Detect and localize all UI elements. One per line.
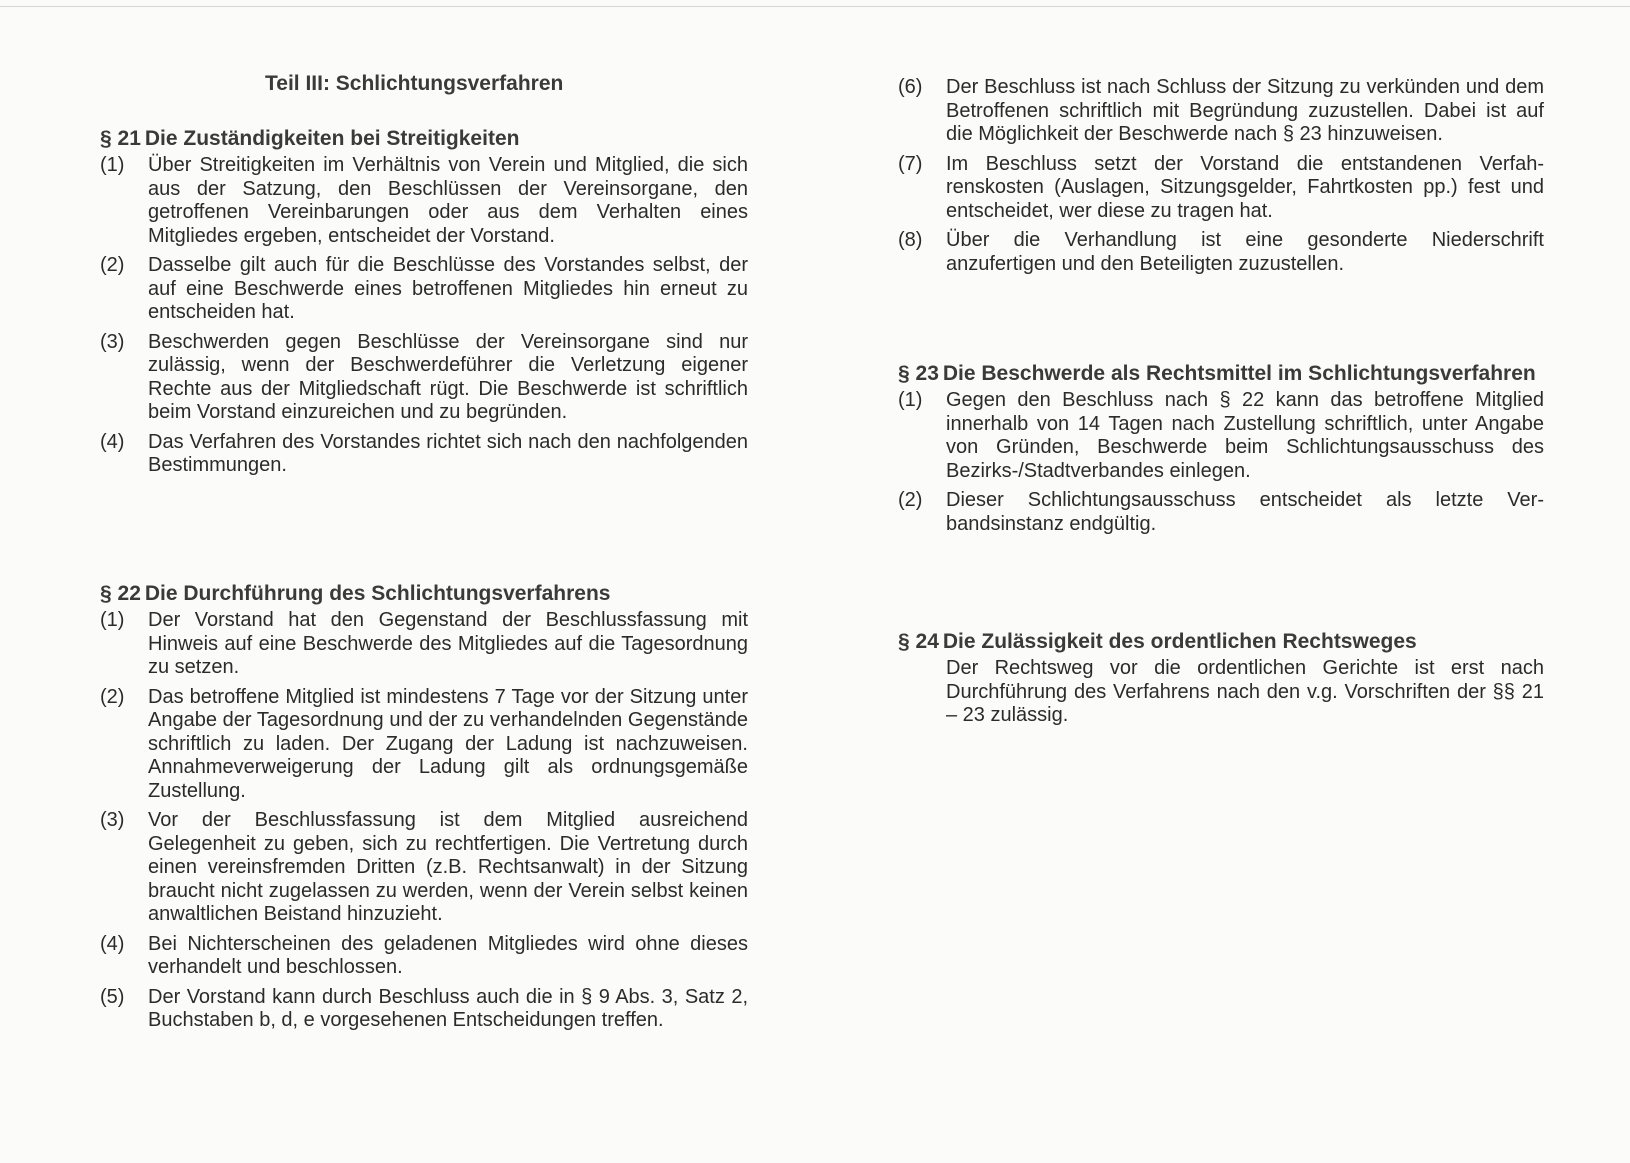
item-number: (1) (100, 154, 125, 176)
paragraph-item (100, 331, 748, 425)
item-text: Der Vorstand hat den Gegenstand der Beschlussfassung mit Hinweis auf eine Beschwerde des Mitgliedes auf die Tagesordnung zu setzen. (148, 609, 748, 678)
item-text: Dieser Schlichtungsausschuss entscheidet als letzte Verbandsinstanz endgültig. (946, 489, 1544, 535)
item-number: (7) (898, 152, 923, 175)
item-text: Im Beschluss setzt der Vorstand die entstandenen Verfahrenskosten (Auslagen, Sitzungsgelder, Fahrtkosten pp.) fest und entscheidet, wer diese zu tragen hat. (946, 152, 1544, 222)
item-text: Der Beschluss ist nach Schluss der Sitzung zu verkünden und dem Betroffenen schriftlich mit Begründung zuzustellen. Dabei ist auf die Möglichkeit der Beschwerde nach § 23 hinzuweisen. (946, 76, 1544, 145)
paragraph-item (898, 153, 1544, 224)
section-title: Die Zulässigkeit des ordentlichen Rechtsweges (942, 630, 1417, 653)
paragraph-item (100, 933, 748, 980)
section-22-continued (898, 76, 1544, 282)
paragraph-item (100, 809, 748, 927)
paragraph-item (898, 489, 1544, 536)
section-22-heading (100, 582, 748, 605)
item-number: (5) (100, 985, 125, 1008)
section-21 (100, 127, 748, 484)
item-number: (1) (898, 389, 923, 411)
paragraph-item (100, 986, 748, 1033)
item-text: Beschwerden gegen Beschlüsse der Vereinsorgane sind nur zulässig, wenn der Beschwerdeführer die Verletzung eigener Rechte aus der Mitgliedschaft rügt. Die Beschwerde ist schriftlich beim Vorstand einzureichen und zu begründen. (148, 330, 748, 423)
paragraph-item (100, 431, 748, 478)
item-number: (2) (898, 489, 923, 511)
section-24 (898, 630, 1544, 728)
section-23-heading (898, 362, 1544, 385)
item-number: (2) (100, 254, 125, 276)
section-number: § 23 (898, 362, 939, 385)
item-number: (6) (898, 76, 923, 98)
paragraph-item (898, 229, 1544, 276)
item-text: Dasselbe gilt auch für die Beschlüsse des Vorstandes selbst, der auf eine Beschwerde eines betroffenen Mitgliedes hin erneut zu entscheiden hat. (148, 254, 748, 323)
item-number: (3) (100, 330, 125, 353)
section-21-heading (100, 127, 748, 150)
paragraph-item (100, 609, 748, 680)
item-number: (3) (100, 809, 125, 831)
part-title: Teil III: Schlichtungsverfahren (265, 72, 564, 95)
section-24-heading (898, 630, 1544, 653)
item-number: (8) (898, 229, 923, 251)
section-title: Die Durchführung des Schlichtungsverfahrens (144, 582, 611, 605)
paragraph-item (100, 686, 748, 804)
item-text: Das betroffene Mitglied ist mindestens 7 Tage vor der Sitzung unter Angabe der Tagesordnung und der zu verhandelnden Gegenstände schriftlich zu laden. Der Zugang der Ladung ist nachzuweisen. Annahmeverweigerung der Ladung gilt als ordnungsgemäße Zustellung. (148, 685, 748, 802)
section-22 (100, 582, 748, 1039)
paragraph-item (898, 76, 1544, 147)
item-number: (4) (100, 932, 125, 955)
item-text: Über die Verhandlung ist eine gesonderte Niederschrift anzufertigen und den Beteiligten zuzustellen. (946, 229, 1544, 275)
paragraph-item (100, 154, 748, 248)
item-text: Der Vorstand kann durch Beschluss auch die in § 9 Abs. 3, Satz 2, Buchstaben b, d, e vorgesehenen Entscheidungen treffen. (148, 985, 748, 1031)
paragraph-item (100, 254, 748, 325)
section-23 (898, 362, 1544, 542)
paragraph-item (898, 389, 1544, 483)
item-number: (4) (100, 430, 125, 453)
item-text: Über Streitigkeiten im Verhältnis von Verein und Mitglied, die sich aus der Satzung, den Beschlüssen der Vereinsorgane, den getroffenen Vereinbarungen oder aus dem Verhalten eines Mitgliedes ergeben, entscheidet der Vorstand. (148, 154, 748, 247)
item-number: (2) (100, 685, 125, 708)
item-text: Bei Nichterscheinen des geladenen Mitgliedes wird ohne dieses verhandelt und beschlossen. (148, 932, 748, 978)
section-number: § 21 (100, 127, 141, 150)
section-number: § 24 (898, 630, 939, 653)
item-number: (1) (100, 609, 125, 631)
section-title: Die Zuständigkeiten bei Streitigkeiten (144, 127, 520, 150)
item-text: Gegen den Beschluss nach § 22 kann das betroffene Mitglied innerhalb von 14 Tagen nach Zustellung schriftlich, unter Angabe von Gründen, Beschwerde beim Schlichtungsausschuss des Bezirks-/Stadtverbandes einlegen. (946, 389, 1544, 482)
section-number: § 22 (100, 582, 141, 605)
item-text: Vor der Beschlussfassung ist dem Mitglied ausreichend Gelegenheit zu geben, sich zu rechtfertigen. Die Vertretung durch einen vereinsfremden Dritten (z.B. Rechtsanwalt) in der Sitzung braucht nicht zugelassen zu werden, wenn der Verein selbst keinen anwaltlichen Beistand hinzuzieht. (148, 809, 748, 925)
scan-top-edge (0, 6, 1630, 7)
section-title: Die Beschwerde als Rechtsmittel im Schlichtungsverfahren (942, 362, 1536, 385)
item-text: Das Verfahren des Vorstandes richtet sich nach den nachfolgenden Bestimmungen. (148, 430, 748, 476)
section-24-text: Der Rechtsweg vor die ordentlichen Gerichte ist erst nach Durchführung des Verfahrens nach den v.g. Vorschriften der §§ 21 – 23 zulässig. (946, 657, 1544, 726)
